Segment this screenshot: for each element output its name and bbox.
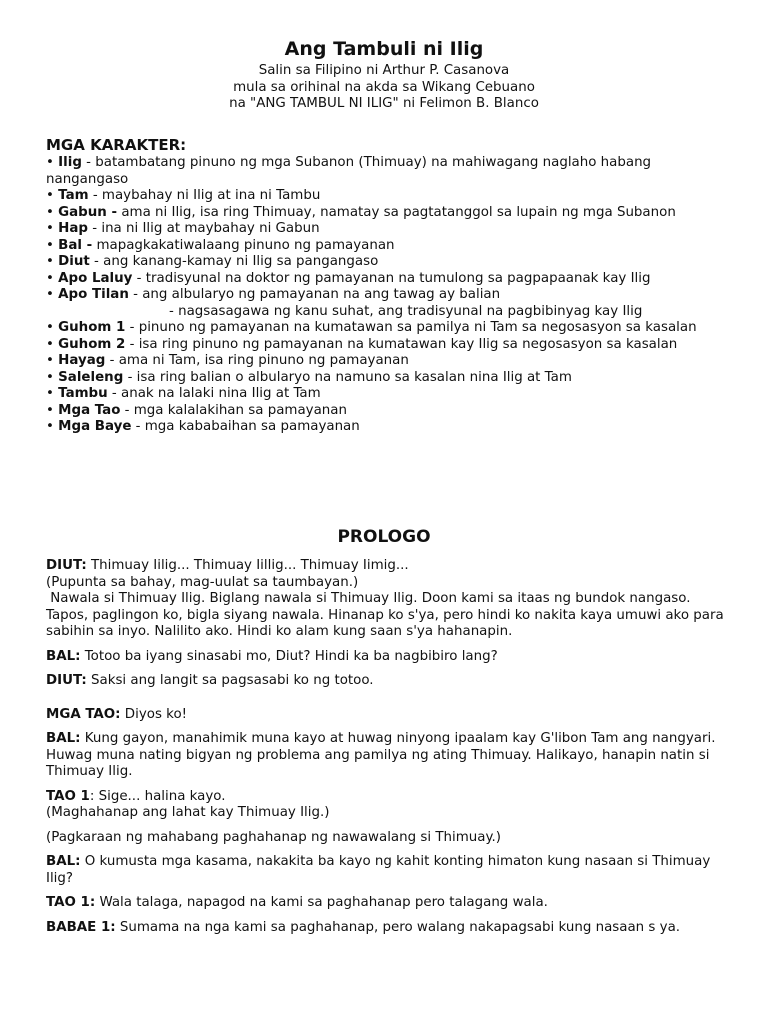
subtitle-line-origin: mula sa orihinal na akda sa Wikang Cebuano (233, 79, 535, 95)
character-item (46, 370, 736, 387)
character-item (46, 353, 736, 370)
script-body (46, 558, 736, 936)
character-item (46, 287, 736, 304)
character-name: Apo Laluy (58, 270, 133, 286)
bullet: • (46, 402, 59, 418)
character-description: - batambatang pinuno ng mga Subanon (Thimuay) na mahiwagang naglaho habang nangangaso (46, 155, 652, 187)
character-name: Guhom 2 (58, 336, 126, 352)
character-description: - mga kalalakihan sa pamayanan (120, 402, 347, 418)
character-name: Apo Tilan (58, 287, 129, 302)
character-description: - pinuno ng pamayanan na kumatawan sa pamilya ni Tam sa negosasyon sa kasalan (125, 320, 697, 335)
character-description: - mga kababaihan sa pamayanan (131, 419, 360, 434)
stage-direction: (Maghahanap ang lahat kay Thimuay Ilig.) (46, 805, 330, 820)
dialogue-line (46, 649, 736, 666)
bullet: • (46, 254, 59, 269)
bullet: • (46, 287, 59, 302)
document-subtitle (0, 63, 768, 113)
character-description: - ina ni Ilig at maybahay ni Gabun (88, 221, 320, 236)
stage-direction: (Pupunta sa bahay, mag-uulat sa taumbayan.) (46, 574, 359, 590)
character-name: Mga Baye (58, 419, 132, 434)
character-description: - anak na lalaki nina Ilig at Tam (107, 386, 321, 401)
character-description: - ang kanang-kamay ni Ilig sa pangangaso (89, 254, 379, 269)
speaker-name: TAO 1: (46, 895, 96, 910)
character-item (46, 386, 736, 403)
character-item (46, 320, 736, 337)
character-description: - ama ni Tam, isa ring pinuno ng pamayanan (105, 353, 409, 368)
bullet: • (46, 188, 59, 203)
dialogue-line (46, 895, 736, 912)
characters-heading: MGA KARAKTER: (46, 136, 187, 154)
dialogue-text: Thimuay Iilig... Thimuay Iillig... Thimuay Iimig... (86, 558, 409, 573)
dialogue-line (46, 854, 736, 887)
character-description: - ang albularyo ng pamayanan na ang tawag ay balian (128, 287, 501, 302)
character-name: Hayag (58, 353, 106, 368)
bullet: • (46, 320, 59, 335)
speaker-name: BAL: (46, 854, 81, 869)
character-description-continued: - nagsasagawa ng kanu suhat, ang tradisyunal na pagbibinyag kay Ilig (169, 303, 643, 319)
character-name: Saleleng (58, 369, 124, 385)
character-item (46, 271, 736, 288)
character-item (46, 155, 736, 188)
character-item (46, 221, 736, 238)
character-name: Hap (58, 221, 88, 236)
prologo-heading: PROLOGO (337, 527, 431, 547)
dialogue-text: Totoo ba iyang sinasabi mo, Diut? Hindi ka ba nagbibiro lang? (80, 648, 498, 664)
bullet: • (46, 386, 59, 401)
speaker-name: MGA TAO: (46, 706, 121, 722)
speaker-name: DIUT: (46, 558, 87, 573)
character-name: Tambu (58, 386, 108, 401)
dialogue-text: Sumama na nga kami sa paghahanap, pero walang nakapagsabi kung nasaan s ya. (115, 919, 681, 935)
subtitle-line-translator: Salin sa Filipino ni Arthur P. Casanova (258, 63, 510, 78)
character-name: Diut (58, 254, 90, 269)
character-item (46, 205, 736, 222)
character-name: Mga Tao (58, 402, 121, 418)
character-item (46, 254, 736, 271)
bullet: • (46, 270, 59, 286)
dialogue-text: Saksi ang langit sa pagsasabi ko ng totoo. (86, 673, 374, 688)
dialogue-text: Wala talaga, napagod na kami sa paghahanap pero talagang wala. (95, 895, 548, 910)
speaker-name: TAO 1 (46, 788, 90, 804)
dialogue-continuation: Nawala si Thimuay Ilig. Biglang nawala si Thimuay Ilig. Doon kami sa itaas ng bundok nangaso. Tapos, paglingon ko, bigla siyang nawala. Hinanap ko s'ya, pero hindi ko nakita kaya umuwi ako para sabihin sa inyo. Nalilito ako. Hindi ko alam kung saan s'ya hahanapin. (46, 591, 728, 639)
character-description: - tradisyunal na doktor ng pamayanan na tumulong sa pagpapaanak kay Ilig (132, 270, 651, 286)
character-name: Tam (58, 188, 89, 203)
dialogue-line (46, 707, 736, 724)
character-item (46, 419, 736, 436)
dialogue-line (46, 558, 736, 575)
character-list (46, 155, 736, 436)
stage-direction: (Pagkaraan ng mahabang paghahanap ng nawawalang si Thimuay.) (46, 829, 501, 845)
character-name: Ilig (58, 155, 82, 170)
character-item (46, 188, 736, 205)
character-name: Gabun - (58, 204, 118, 220)
bullet: • (46, 353, 59, 368)
bullet: • (46, 221, 59, 236)
dialogue-line (46, 920, 736, 937)
subtitle-line-original-title: na "ANG TAMBUL NI ILIG" ni Felimon B. Blanco (229, 96, 539, 111)
bullet: • (46, 369, 59, 385)
dialogue-text: : Sige... halina kayo. (89, 788, 226, 804)
bullet: • (46, 237, 59, 253)
dialogue-text: Diyos ko! (120, 706, 188, 722)
speaker-name: DIUT: (46, 673, 87, 688)
character-description: ama ni Ilig, isa ring Thimuay, namatay sa pagtatanggol sa lupain ng mga Subanon (117, 204, 676, 220)
dialogue-text: Kung gayon, manahimik muna kayo at huwag ninyong ipaalam kay G'libon Tam ang nangyari. Huwag muna nating bigyan ng problema ang pamilya ng ating Thimuay. Halikayo, hanapin natin si Thimuay Ilig. (46, 731, 716, 779)
bullet: • (46, 155, 59, 170)
dialogue-line (46, 789, 736, 806)
bullet: • (46, 419, 59, 434)
dialogue-line (46, 731, 736, 781)
bullet: • (46, 336, 59, 352)
character-name: Bal - (58, 237, 93, 253)
character-item (46, 238, 736, 255)
character-description: - isa ring balian o albularyo na namuno sa kasalan nina Ilig at Tam (123, 369, 572, 385)
character-description: - isa ring pinuno ng pamayanan na kumatawan kay Ilig sa negosasyon sa kasalan (125, 336, 678, 352)
character-description: - maybahay ni Ilig at ina ni Tambu (88, 188, 321, 203)
dialogue-line (46, 673, 736, 690)
character-name: Guhom 1 (58, 320, 126, 335)
speaker-name: BABAE 1: (46, 919, 116, 935)
character-item (46, 337, 736, 354)
bullet: • (46, 204, 59, 220)
speaker-name: BAL: (46, 731, 81, 746)
dialogue-text: O kumusta mga kasama, nakakita ba kayo ng kahit konting himaton kung nasaan si Thimuay Ilig? (46, 854, 711, 886)
character-item (46, 403, 736, 420)
document-title: Ang Tambuli ni Ilig (284, 38, 484, 60)
character-description: mapagkakatiwalaang pinuno ng pamayanan (92, 237, 395, 253)
speaker-name: BAL: (46, 648, 81, 664)
